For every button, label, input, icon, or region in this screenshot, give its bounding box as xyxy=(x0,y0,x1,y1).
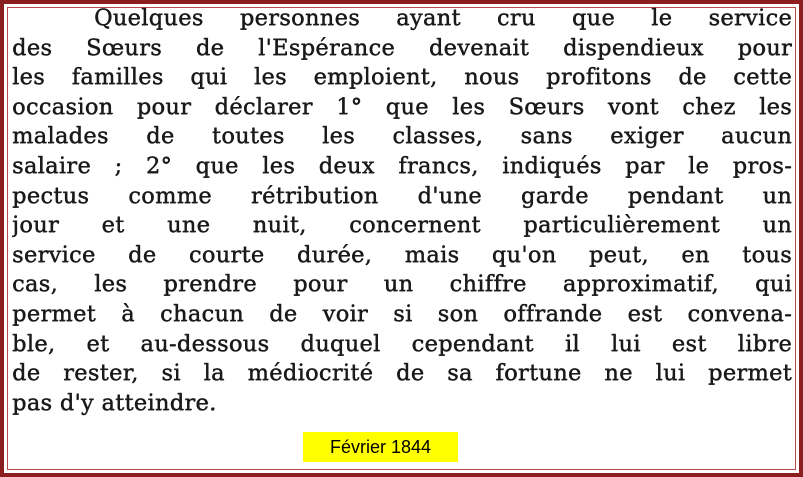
clipping-line: occasion pour déclarer 1° que les Sœurs vont chez les xyxy=(12,93,792,120)
clipping-line: les familles qui les emploient, nous profitons de cette xyxy=(12,64,792,91)
clipping-line: Quelques personnes ayant cru que le service xyxy=(94,5,792,31)
clipping-line: permet à chacun de voir si son offrande est convena- xyxy=(12,300,792,327)
clipping-line: pas d'y atteindre. xyxy=(12,389,217,416)
clipping-line: cas, les prendre pour un chiffre approximatif, qui xyxy=(12,271,792,298)
clipping-line: de rester, si la médiocrité de sa fortune ne lui permet xyxy=(12,360,792,387)
clipping-line: pectus comme rétribution d'une garde pendant un xyxy=(12,182,792,209)
clipping-line: service de courte durée, mais qu'on peut, en tous xyxy=(12,241,792,268)
newspaper-clipping xyxy=(12,4,792,466)
clipping-line: des Sœurs de l'Espérance devenait dispendieux pour xyxy=(12,34,792,61)
clipping-line: ble, et au-dessous duquel cependant il lui est libre xyxy=(12,330,792,357)
clipping-line: salaire ; 2° que les deux francs, indiqués par le pros- xyxy=(12,152,792,179)
clipping-line: malades de toutes les classes, sans exiger aucun xyxy=(12,123,792,150)
clipping-line: jour et une nuit, concernent particulièrement un xyxy=(12,212,792,239)
date-label: Février 1844 xyxy=(303,432,458,462)
